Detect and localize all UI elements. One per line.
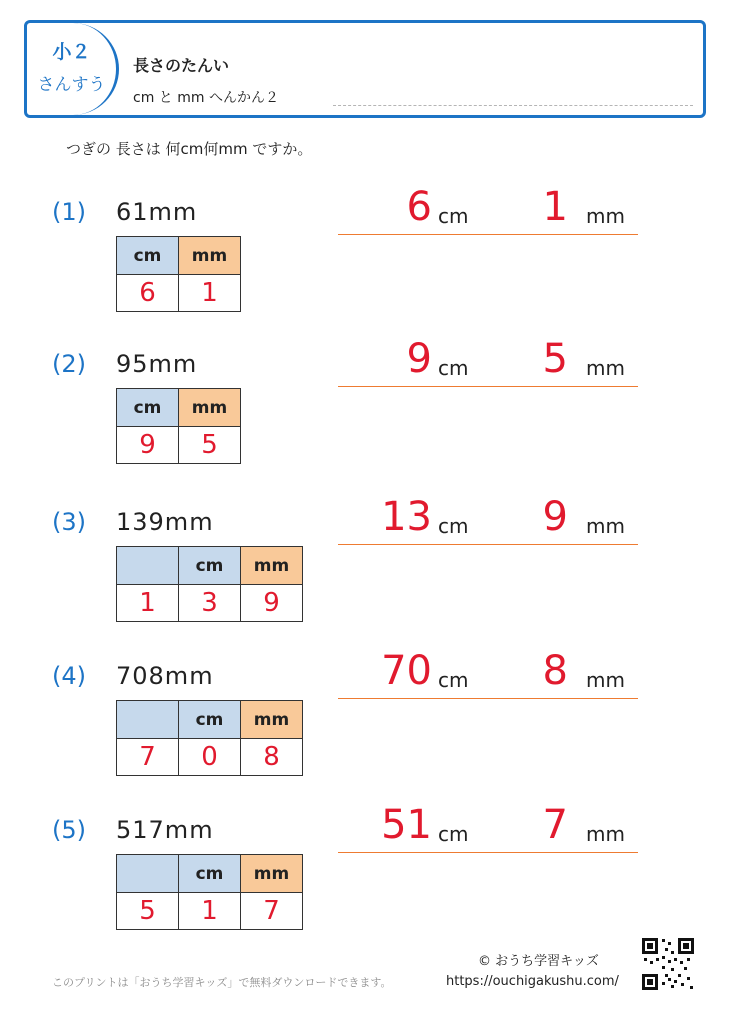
- place-value-table: [116, 388, 241, 464]
- answer-cm: 6: [406, 184, 432, 230]
- answer-underline: [338, 852, 638, 853]
- answer-mm: 9: [542, 494, 568, 540]
- problem-3: [0, 494, 730, 648]
- place-value-table: [116, 546, 303, 622]
- subject-label: さんすう: [37, 75, 106, 95]
- answer-underline: [338, 544, 638, 545]
- answer-underline: [338, 234, 638, 235]
- header-blank: [117, 855, 179, 893]
- problem-number: (1): [52, 198, 86, 226]
- place-value-table: [116, 700, 303, 776]
- digit-cell: 7: [241, 893, 303, 930]
- problem-2: [0, 336, 730, 490]
- answer-underline: [338, 698, 638, 699]
- digit-cell: 1: [117, 585, 179, 622]
- problem-5: [0, 802, 730, 956]
- name-line: [333, 105, 693, 106]
- digit-cell: 0: [179, 739, 241, 776]
- digit-cell: 9: [241, 585, 303, 622]
- unit-cm-label: cm: [438, 356, 469, 380]
- problem-value: 95mm: [116, 350, 198, 378]
- header-cm: cm: [179, 701, 241, 739]
- copyright-text: © おうち学習キッズ: [478, 954, 599, 969]
- unit-mm-label: mm: [586, 204, 625, 228]
- digit-cell: 6: [117, 275, 179, 312]
- unit-cm-label: cm: [438, 204, 469, 228]
- header-mm: mm: [179, 237, 241, 275]
- digit-cell: 5: [179, 427, 241, 464]
- header-cm: cm: [117, 237, 179, 275]
- digit-cell: 7: [117, 739, 179, 776]
- problem-1: [0, 184, 730, 338]
- unit-mm-label: mm: [586, 356, 625, 380]
- answer-cm: 70: [381, 648, 432, 694]
- header-cm: cm: [179, 547, 241, 585]
- digit-cell: 8: [241, 739, 303, 776]
- header-cm: cm: [179, 855, 241, 893]
- problem-number: (5): [52, 816, 86, 844]
- header-blank: [117, 701, 179, 739]
- header-cm: cm: [117, 389, 179, 427]
- header-mm: mm: [241, 701, 303, 739]
- unit-mm-label: mm: [586, 514, 625, 538]
- instruction-text: つぎの 長さは 何cm何mm ですか。: [66, 140, 313, 158]
- unit-cm-label: cm: [438, 514, 469, 538]
- header-mm: mm: [241, 855, 303, 893]
- unit-cm-label: cm: [438, 668, 469, 692]
- place-value-table: [116, 854, 303, 930]
- answer-mm: 5: [542, 336, 568, 382]
- unit-mm-label: mm: [586, 668, 625, 692]
- grade-badge: [27, 23, 119, 115]
- worksheet-subtitle: cm と mm へんかん２: [133, 90, 279, 106]
- unit-cm-label: cm: [438, 822, 469, 846]
- problem-value: 139mm: [116, 508, 214, 536]
- problem-number: (3): [52, 508, 86, 536]
- worksheet-header: [24, 20, 706, 118]
- qr-code-icon[interactable]: [640, 936, 696, 992]
- digit-cell: 5: [117, 893, 179, 930]
- problem-number: (4): [52, 662, 86, 690]
- answer-mm: 7: [542, 802, 568, 848]
- problem-4: [0, 648, 730, 802]
- grade-label: 小２: [52, 41, 91, 63]
- answer-mm: 1: [542, 184, 568, 230]
- answer-cm: 9: [406, 336, 432, 382]
- digit-cell: 3: [179, 585, 241, 622]
- problem-value: 517mm: [116, 816, 214, 844]
- place-value-table: [116, 236, 241, 312]
- answer-cm: 51: [381, 802, 432, 848]
- worksheet-title: 長さのたんい: [133, 56, 230, 75]
- header-mm: mm: [241, 547, 303, 585]
- answer-cm: 13: [381, 494, 432, 540]
- problem-number: (2): [52, 350, 86, 378]
- header-blank: [117, 547, 179, 585]
- digit-cell: 1: [179, 275, 241, 312]
- answer-underline: [338, 386, 638, 387]
- digit-cell: 9: [117, 427, 179, 464]
- unit-mm-label: mm: [586, 822, 625, 846]
- digit-cell: 1: [179, 893, 241, 930]
- download-note: このプリントは「おうち学習キッズ」で無料ダウンロードできます。: [52, 976, 392, 989]
- site-url-link[interactable]: https://ouchigakushu.com/: [446, 974, 619, 989]
- answer-mm: 8: [542, 648, 568, 694]
- header-mm: mm: [179, 389, 241, 427]
- problem-value: 708mm: [116, 662, 214, 690]
- problem-value: 61mm: [116, 198, 198, 226]
